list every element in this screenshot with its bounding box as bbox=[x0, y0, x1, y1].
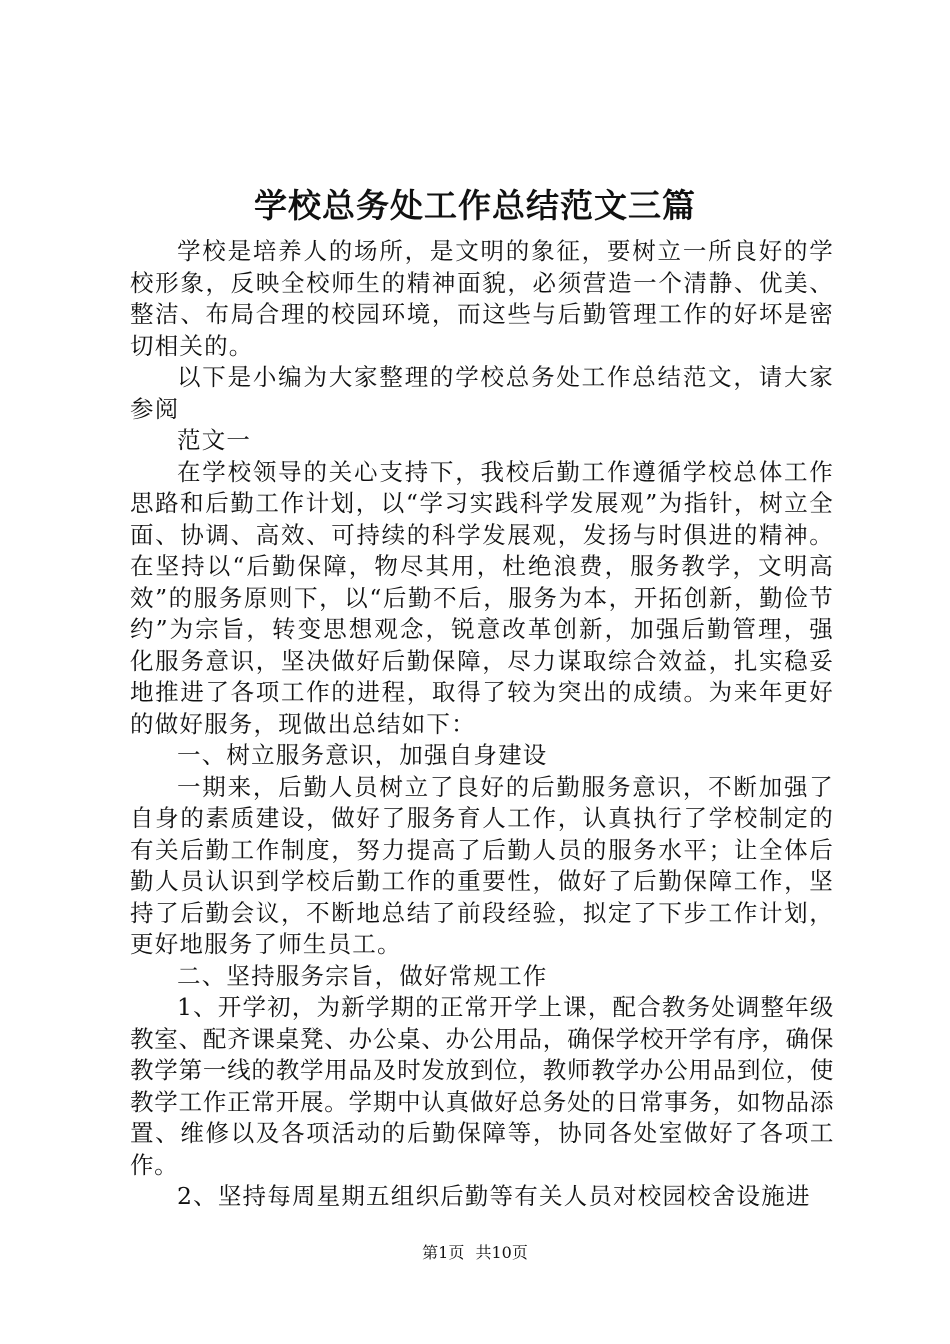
page-number-current: 第1页 bbox=[422, 1243, 465, 1262]
document-title: 学校总务处工作总结范文三篇 bbox=[254, 186, 696, 225]
section-heading-sample-one: 范文一 bbox=[177, 426, 252, 454]
paragraph-service-awareness: 一期来，后勤人员树立了良好的后勤服务意识，不断加强了自身的素质建设，做好了服务育人工作，认真执行了学校制定的有关后勤工作制度，努力提高了后勤人员的服务水平；让全体后勤人员认识到学校后勤工作的重要性，做好了后勤保障工作，坚持了后勤会议，不断地总结了前段经验，拟定了下步工作计划，更好地服务了师生员工。 bbox=[130, 772, 834, 958]
page-footer bbox=[0, 1241, 950, 1265]
paragraph-preface: 以下是小编为大家整理的学校总务处工作总结范文，请大家参阅 bbox=[130, 363, 834, 423]
subheading-routine-work: 二、坚持服务宗旨，做好常规工作 bbox=[177, 961, 548, 990]
paragraph-intro: 学校是培养人的场所，是文明的象征，要树立一所良好的学校形象，反映全校师生的精神面貌，必须营造一个清静、优美、整洁、布局合理的校园环境，而这些与后勤管理工作的好坏是密切相关的。 bbox=[130, 237, 834, 360]
paragraph-item-1: 1、开学初，为新学期的正常开学上课，配合教务处调整年级教室、配齐课桌凳、办公桌、办公用品，确保学校开学有序，确保教学第一线的教学用品及时发放到位，教师教学办公用品到位，使教学工作正常开展。学期中认真做好总务处的日常事务，如物品添置、维修以及各项活动的后勤保障等，协同各处室做好了各项工作。 bbox=[130, 993, 834, 1179]
paragraph-item-2: 2、坚持每周星期五组织后勤等有关人员对校园校舍设施进 bbox=[177, 1182, 811, 1210]
subheading-service-awareness: 一、树立服务意识，加强自身建设 bbox=[177, 741, 548, 769]
paragraph-overview: 在学校领导的关心支持下，我校后勤工作遵循学校总体工作思路和后勤工作计划，以“学习实践科学发展观”为指针，树立全面、协调、高效、可持续的科学发展观，发扬与时俱进的精神。在坚持以“后勤保障，物尽其用，杜绝浪费，服务教学，文明高效”的服务原则下，以“后勤不后，服务为本，开拓创新，勤俭节约”为宗旨，转变思想观念，锐意改革创新，加强后勤管理，强化服务意识，坚决做好后勤保障，尽力谋取综合效益，扎实稳妥地推进了各项工作的进程，取得了较为突出的成绩。为来年更好的做好服务，现做出总结如下： bbox=[130, 457, 834, 738]
document-body bbox=[130, 236, 834, 1213]
page-number-total: 共10页 bbox=[475, 1243, 528, 1262]
